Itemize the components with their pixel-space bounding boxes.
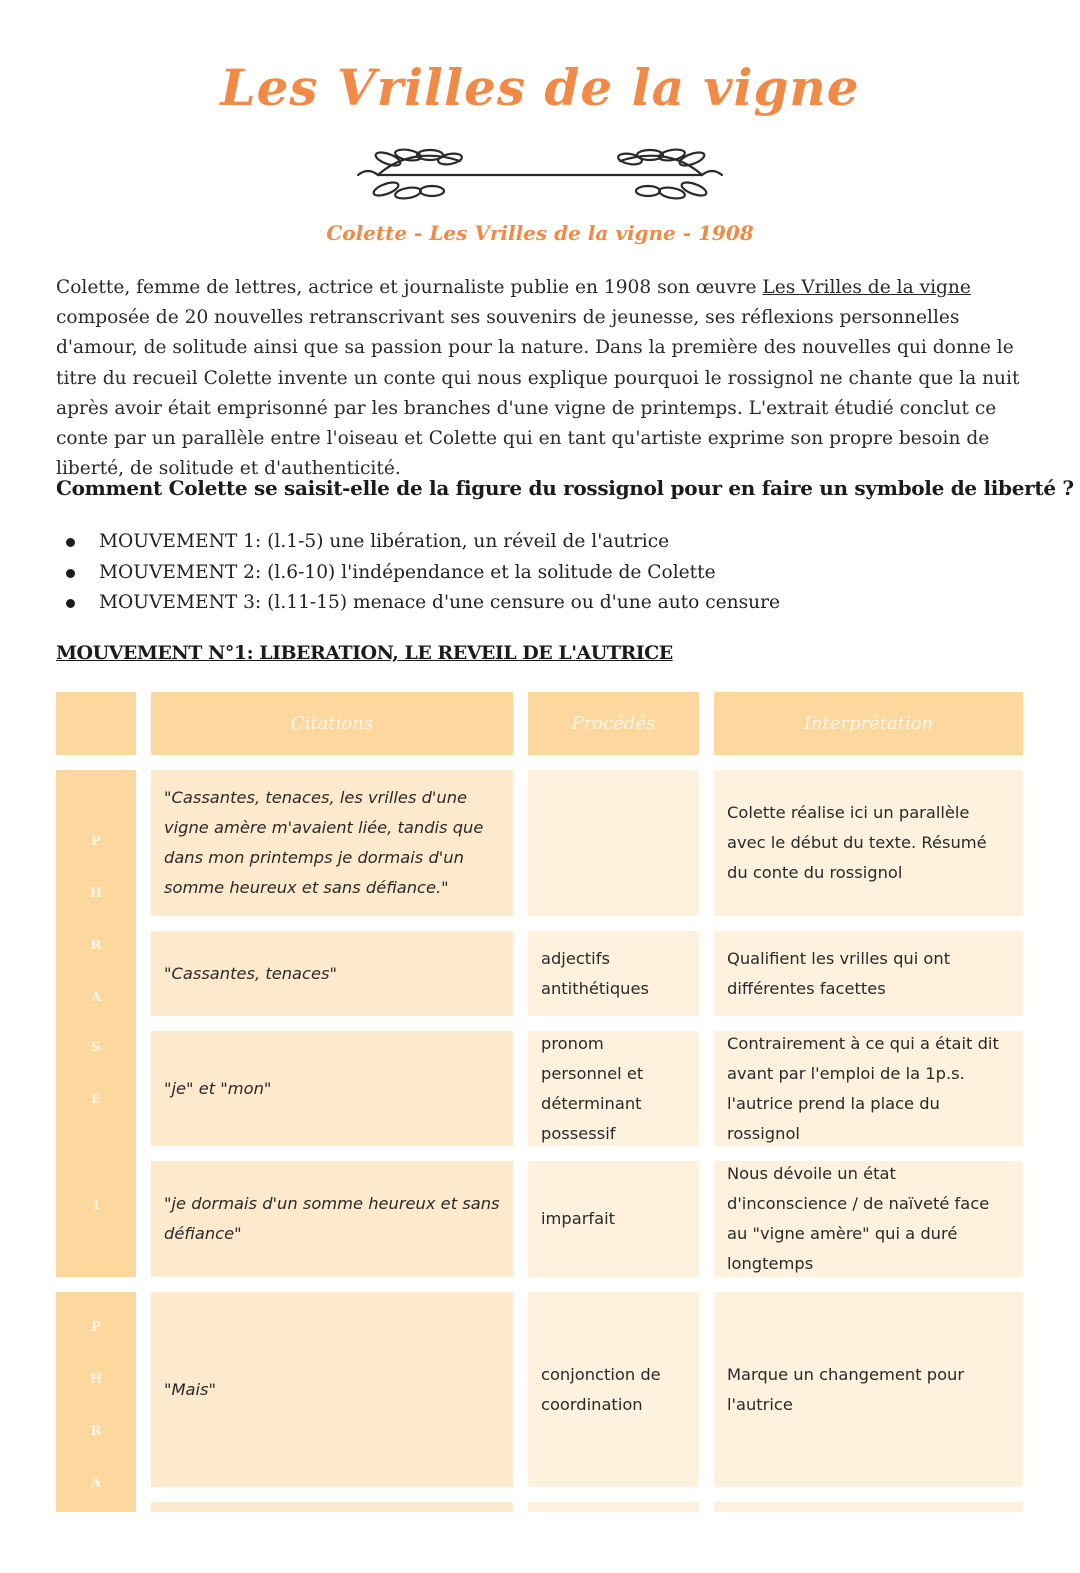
table-row-interpretation: Qualifient les vrilles qui ont différentes facettes — [714, 931, 1023, 1016]
problematic-question: Comment Colette se saisit-elle de la figure du rossignol pour en faire un symbole de liberté ? — [56, 476, 1074, 500]
table-row-citation: "je dormais d'un somme heureux et sans défiance" — [151, 1161, 513, 1277]
table-row-procede: imparfait — [528, 1161, 699, 1277]
intro-paragraph — [56, 273, 1031, 484]
table-row-procede-cut — [528, 1502, 699, 1512]
movements-list — [66, 527, 780, 619]
table-row-procede: conjonction de coordination — [528, 1292, 699, 1487]
list-item: MOUVEMENT 3: (l.11-15) menace d'une censure ou d'une auto censure — [66, 588, 780, 619]
table-header-citations: Citations — [151, 692, 513, 755]
work-title-underlined: Les Vrilles de la vigne — [762, 277, 971, 298]
table-row-interpretation: Colette réalise ici un parallèle avec le début du texte. Résumé du conte du rossignol — [714, 770, 1023, 916]
document-title: Les Vrilles de la vigne — [220, 58, 860, 117]
phrase-2-label: P H R A — [56, 1292, 136, 1512]
intro-text-end: composée de 20 nouvelles retranscrivant ses souvenirs de jeunesse, ses réflexions personnelles d'amour, de solitude ainsi que sa passion pour la nature. Dans la première des nouvelles qui donne le titre du recueil Colette invente un conte qui nous explique pourquoi le rossignol ne chante que la nuit après avoir était emprisonné par les branches d'une vigne de printemps. L'extrait étudié conclut ce conte par un parallèle entre l'oiseau et Colette qui en tant qu'artiste exprime son propre besoin de liberté, de solitude et d'authenticité. — [56, 307, 1020, 480]
document-subtitle: Colette - Les Vrilles de la vigne - 1908 — [326, 221, 754, 245]
laurel-branches-divider-icon — [350, 145, 730, 201]
table-row-interpretation-cut — [714, 1502, 1023, 1512]
table-row-citation: "Cassantes, tenaces" — [151, 931, 513, 1016]
table-header-corner — [56, 692, 136, 755]
table-header-procedes: Procédés — [528, 692, 699, 755]
table-row-procede — [528, 770, 699, 916]
intro-text-start: Colette, femme de lettres, actrice et journaliste publie en 1908 son œuvre — [56, 277, 763, 298]
table-row-procede: pronom personnel et déterminant possessif — [528, 1031, 699, 1146]
table-row-interpretation: Contrairement à ce qui a était dit avant par l'emploi de la 1p.s. l'autrice prend la place du rossignol — [714, 1031, 1023, 1146]
table-row-procede: adjectifs antithétiques — [528, 931, 699, 1016]
table-row-citation: "Cassantes, tenaces, les vrilles d'une vigne amère m'avaient liée, tandis que dans mon printemps je dormais d'un somme heureux et sans défiance." — [151, 770, 513, 916]
table-row-interpretation: Nous dévoile un état d'inconscience / de naïveté face au "vigne amère" qui a duré longtemps — [714, 1161, 1023, 1277]
phrase-1-label: P H R A S E 1 — [56, 770, 136, 1277]
list-item: MOUVEMENT 2: (l.6-10) l'indépendance et la solitude de Colette — [66, 558, 780, 589]
table-row-interpretation: Marque un changement pour l'autrice — [714, 1292, 1023, 1487]
section-title: MOUVEMENT N°1: LIBERATION, LE REVEIL DE L'AUTRICE — [56, 642, 673, 664]
bullet-icon — [66, 569, 75, 578]
bullet-icon — [66, 599, 75, 608]
list-item: MOUVEMENT 1: (l.1-5) une libération, un réveil de l'autrice — [66, 527, 780, 558]
table-row-citation: "Mais" — [151, 1292, 513, 1487]
bullet-icon — [66, 538, 75, 547]
table-row-citation-cut — [151, 1502, 513, 1512]
table-header-interpretation: Interprétation — [714, 692, 1023, 755]
table-row-citation: "je" et "mon" — [151, 1031, 513, 1146]
